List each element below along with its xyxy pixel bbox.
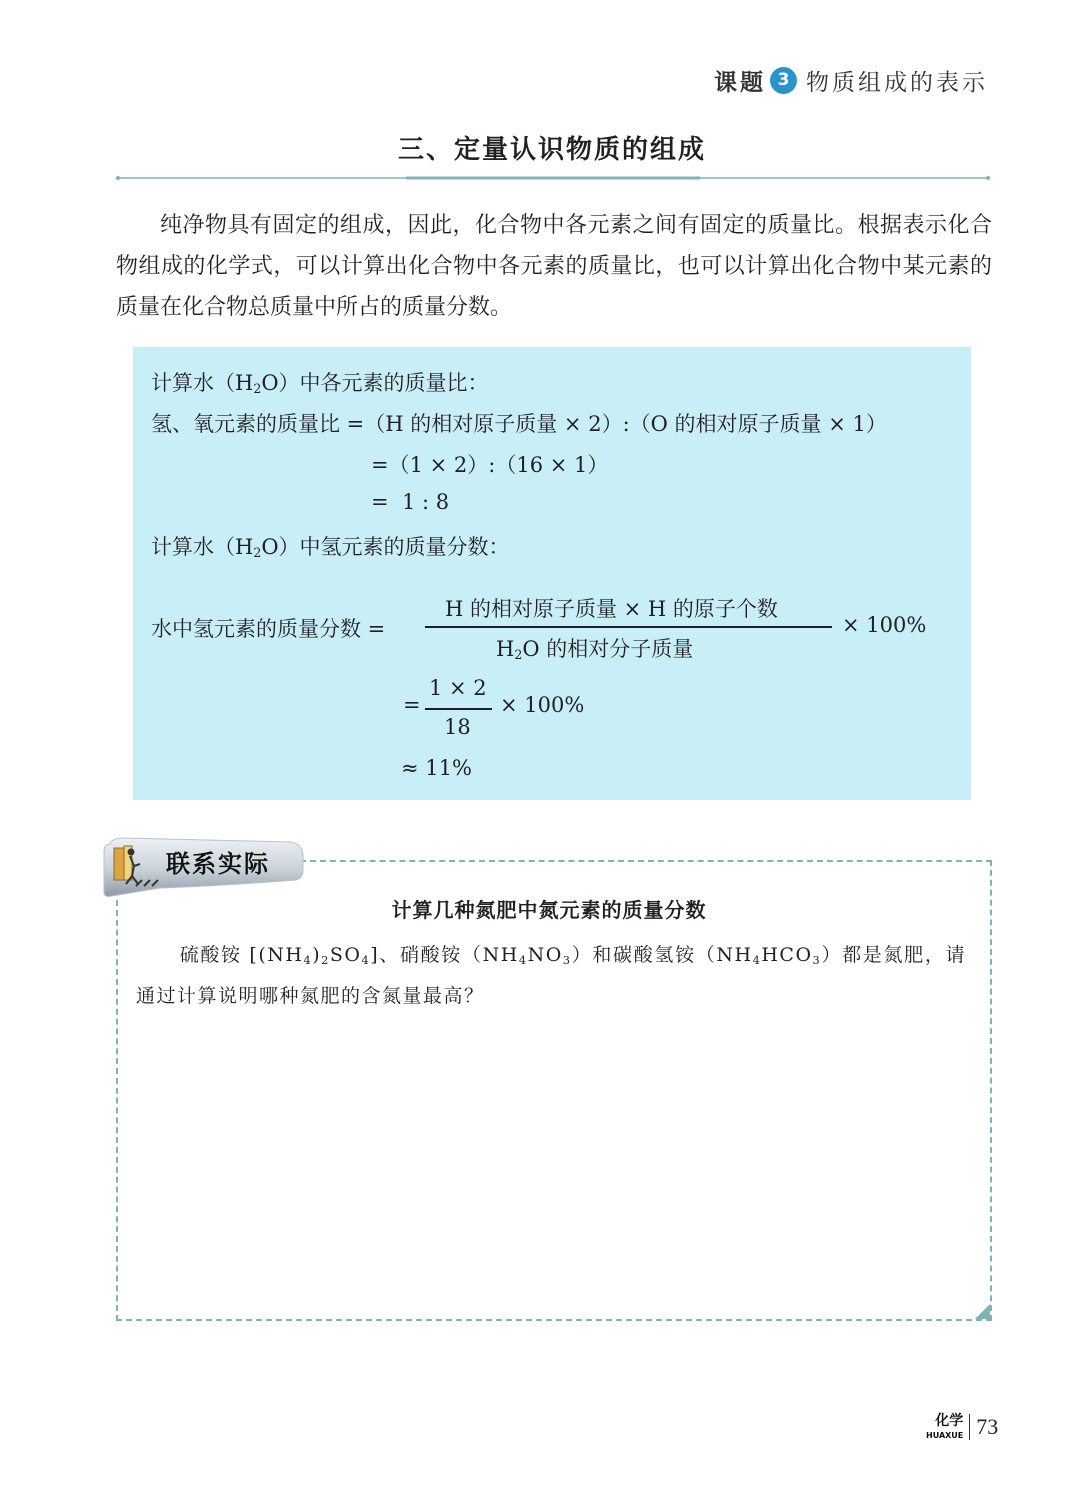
ratio-line-3: = 1 : 8 xyxy=(371,490,450,514)
fraction-lhs: 水中氢元素的质量分数 = xyxy=(151,617,386,641)
step2-numerator: 1 × 2 xyxy=(429,676,487,700)
fraction-bar xyxy=(425,626,832,628)
practice-label: 联系实际 xyxy=(166,850,270,878)
fraction-numerator: H 的相对原子质量 × H 的原子个数 xyxy=(445,597,778,621)
ratio-line-2: =（1 × 2）:（16 × 1） xyxy=(371,453,609,477)
fraction-denominator: $H_2O$ 的相对分子质量 xyxy=(496,637,694,663)
step2-equals: = xyxy=(403,693,421,717)
lesson-number-badge: 3 xyxy=(770,67,797,94)
ratio-heading: 计算水$(H_2O)$中各元素的质量比： xyxy=(151,371,489,397)
practice-frame xyxy=(116,860,992,1321)
calculation-example-box xyxy=(133,347,971,800)
lesson-label: 课题 xyxy=(714,69,766,96)
subject-en: HUAXUE xyxy=(926,1431,964,1440)
section-title: 三、定量认识物质的组成 xyxy=(397,135,706,165)
step2-times: × 100% xyxy=(500,693,585,717)
practice-title: 计算几种氮肥中氮元素的质量分数 xyxy=(391,898,707,922)
step2-fraction-bar xyxy=(425,708,492,710)
title-divider xyxy=(116,176,990,180)
practice-question: 硫酸铵 $[(NH_4)_2SO_4]$、硝酸铵$(NH_4NO_3)$和碳酸氢铵$(NH_4HCO_3)$都是氮肥，请通过计算说明哪种氮肥的含氮量最高？ xyxy=(136,944,966,1007)
practice-corner-mark xyxy=(975,1304,990,1319)
page-number: 73 xyxy=(976,1414,999,1439)
practice-frame-left xyxy=(116,900,118,1321)
lesson-title: 物质组成的表示 xyxy=(806,69,988,96)
intro-paragraph: 纯净物具有固定的组成，因此，化合物中各元素之间有固定的质量比。根据表示化合物组成的化学式，可以计算出化合物中各元素的质量比，也可以计算出化合物中某元素的质量在化合物总质量中所占的质量分数。 xyxy=(116,213,992,320)
result-line: ≈ 11% xyxy=(401,756,472,780)
ratio-line-1: 氢、氧元素的质量比 =（H 的相对原子质量 × 2）:（O 的相对原子质量 × 1） xyxy=(151,412,887,436)
subject-brand xyxy=(926,1414,970,1440)
subject-cn: 化学 xyxy=(935,1413,964,1429)
step2-denominator: 18 xyxy=(444,715,471,739)
page-footer xyxy=(926,1408,998,1446)
fraction-heading: 计算水$(H_2O)$中氢元素的质量分数： xyxy=(151,535,510,561)
fraction-times: × 100% xyxy=(842,613,927,637)
chapter-header xyxy=(714,62,988,98)
